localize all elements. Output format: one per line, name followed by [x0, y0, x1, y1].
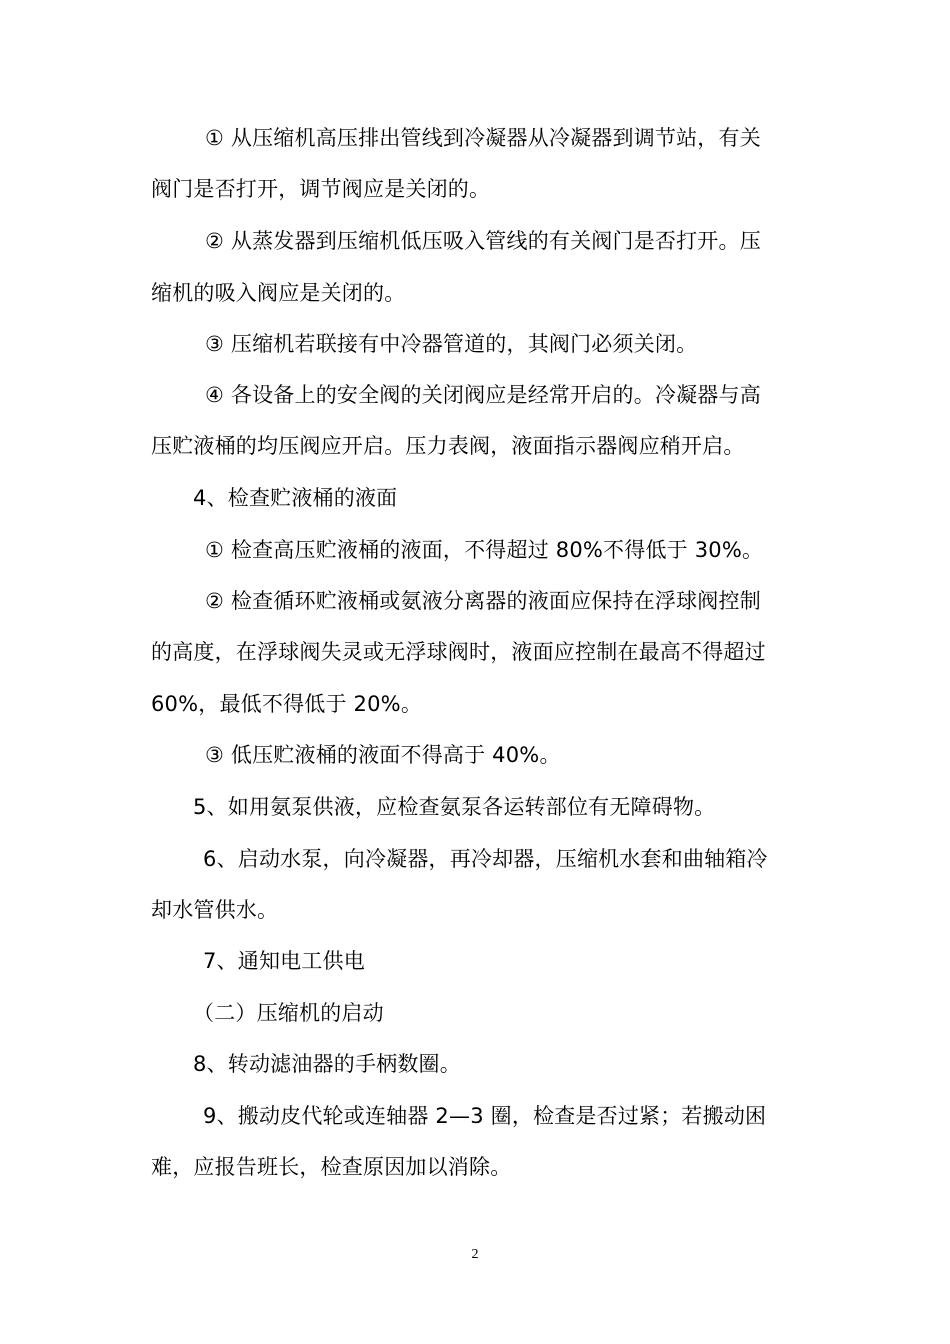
text-line-12: 60%，最低不得低于 20%。: [151, 692, 423, 716]
text-line-1: ① 从压缩机高压排出管线到冷凝器从冷凝器到调节站，有关: [205, 126, 761, 150]
section-heading-9: 9、搬动皮代轮或连轴器 2—3 圈，检查是否过紧；若搬动困: [203, 1104, 767, 1128]
text-line-6: ④ 各设备上的安全阀的关闭阀应是经常开启的。冷凝器与高: [205, 383, 761, 407]
text-line-10: ② 检查循环贮液桶或氨液分离器的液面应保持在浮球阀控制: [205, 589, 761, 613]
chapter-heading: （二）压缩机的启动: [193, 1001, 384, 1025]
text-line-7: 压贮液桶的均压阀应开启。压力表阀，液面指示器阀应稍开启。: [151, 434, 745, 458]
text-line-11: 的高度，在浮球阀失灵或无浮球阀时，液面应控制在最高不得超过: [151, 640, 766, 664]
section-heading-6: 6、启动水泵，向冷凝器，再冷却器，压缩机水套和曲轴箱冷: [203, 847, 768, 871]
text-line-13: ③ 低压贮液桶的液面不得高于 40%。: [205, 743, 561, 767]
text-line-9: ① 检查高压贮液桶的液面，不得超过 80%不得低于 30%。: [205, 538, 764, 562]
text-line-21: 难，应报告班长，检查原因加以消除。: [151, 1155, 512, 1179]
text-line-2: 阀门是否打开，调节阀应是关闭的。: [151, 177, 491, 201]
text-line-4: 缩机的吸入阀应是关闭的。: [151, 281, 406, 305]
text-line-5: ③ 压缩机若联接有中冷器管道的，其阀门必须关闭。: [205, 332, 698, 356]
section-heading-7: 7、通知电工供电: [203, 949, 365, 973]
text-line-3: ② 从蒸发器到压缩机低压吸入管线的有关阀门是否打开。压: [205, 229, 761, 253]
section-heading-4: 4、检查贮液桶的液面: [193, 486, 398, 510]
page-number: 2: [471, 1247, 479, 1262]
section-heading-8: 8、转动滤油器的手柄数圈。: [193, 1052, 461, 1076]
section-heading-5: 5、如用氨泵供液，应检查氨泵各运转部位有无障碍物。: [193, 795, 716, 819]
text-line-16: 却水管供水。: [151, 898, 279, 922]
